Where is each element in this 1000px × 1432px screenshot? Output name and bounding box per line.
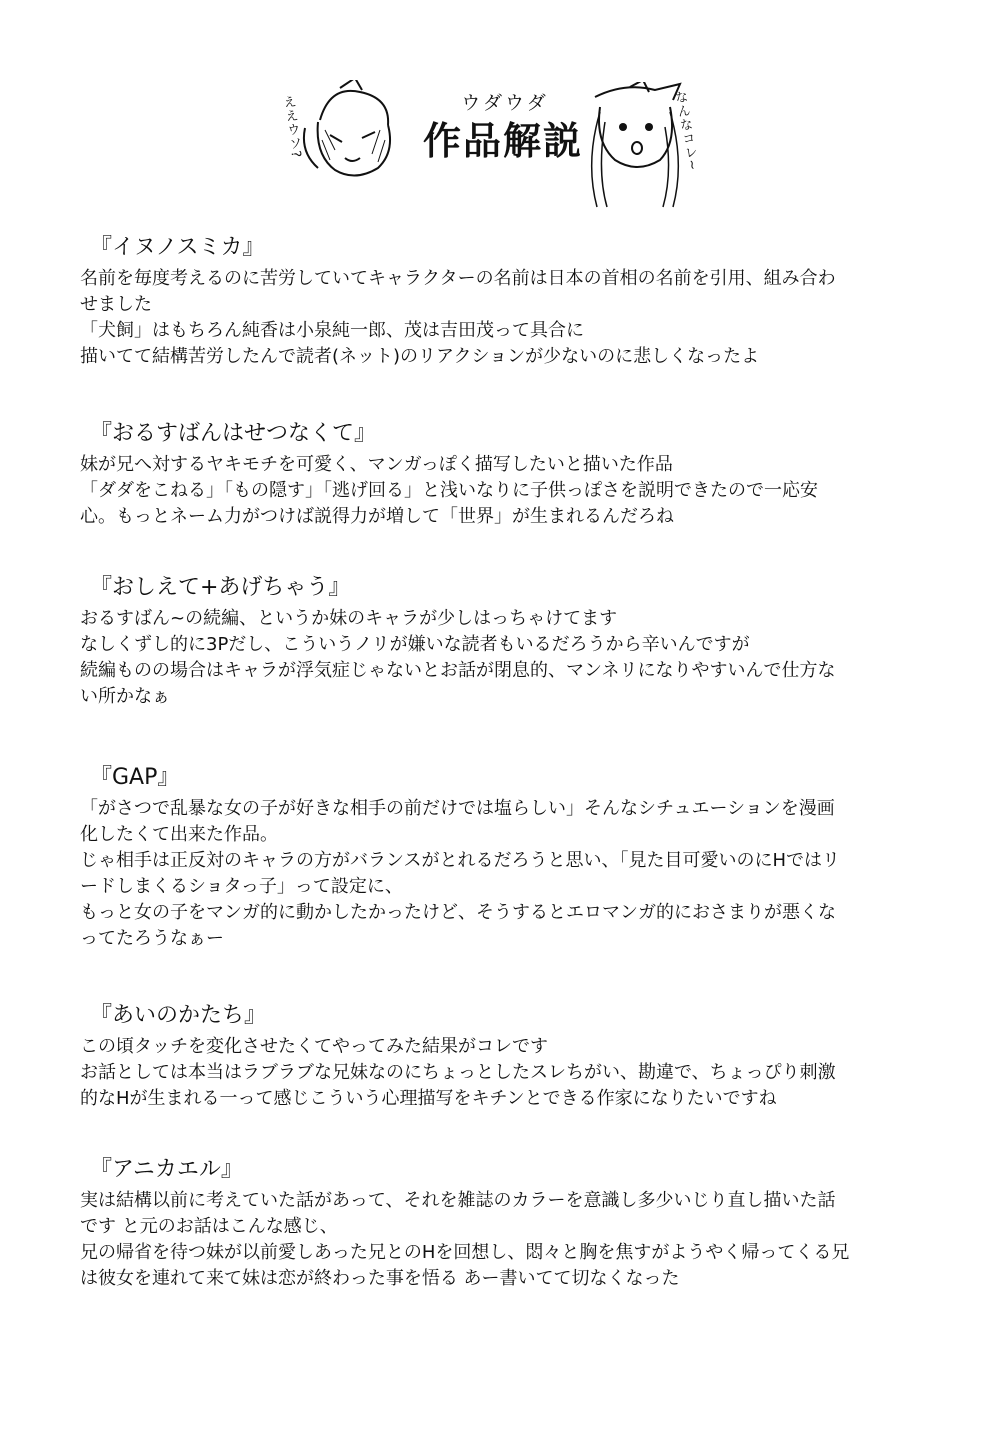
section-title: 『イヌノスミカ』 — [90, 235, 265, 260]
section-orusuban — [80, 418, 930, 530]
section-ai-no-katachi — [80, 1000, 930, 1112]
body-line: なしくずし的に3Pだし、こういうノリが嫌いな読者もいるだろうから辛いんですが — [80, 634, 750, 655]
body-line: 妹が兄へ対するヤキモチを可愛く、マンガっぽく描写したいと描いた作品 — [80, 454, 673, 475]
body-line: じゃ相手は正反対のキャラの方がバランスがとれるだろうと思い、「見た目可愛いのにHではリ — [80, 850, 840, 871]
body-line: 化したくて出来た作品。 — [80, 824, 278, 845]
page-title: 作品解説 — [422, 119, 583, 163]
body-line: 描いてて結構苦労したんで読者(ネット)のリアクションが少ないのに悲しくなったよ — [80, 346, 760, 367]
body-line: 兄の帰省を待つ妹が以前愛しあった兄とのHを回想し、悶々と胸を焦すがようやく帰ってくる兄 — [80, 1242, 850, 1263]
section-title: 『アニカエル』 — [90, 1157, 243, 1182]
body-line: い所かなぁ — [80, 686, 170, 707]
section-body — [80, 796, 930, 952]
section-title: 『GAP』 — [90, 765, 180, 790]
title-ruby: ウダウダ — [461, 92, 549, 114]
body-line: 的なHが生まれる一って感じこういう心理描写をキチンとできる作家になりたいですね — [80, 1088, 777, 1109]
body-line: 「がさつで乱暴な女の子が好きな相手の前だけでは塩らしい」そんなシチュエーションを漫画 — [80, 798, 835, 819]
page-header — [0, 60, 1000, 210]
body-line: せました — [80, 294, 152, 315]
section-body — [80, 452, 930, 530]
section-body — [80, 1034, 930, 1112]
body-line: 実は結構以前に考えていた話があって、それを雑誌のカラーを意識し多少いじり直し描いた話 — [80, 1190, 836, 1211]
body-line: 「ダダをこねる」「もの隠す」「逃げ回る」と浅いなりに子供っぽさを説明できたので一応安 — [80, 480, 818, 501]
section-body — [80, 606, 930, 710]
body-line: 「犬飼」はもちろん純香は小泉純一郎、茂は吉田茂って具合に — [80, 320, 584, 341]
section-title: 『おしえて+あげちゃう』 — [90, 575, 351, 600]
section-anikaeru — [80, 1154, 930, 1292]
side-note-right: なんなコレ~ — [671, 89, 700, 173]
section-title: 『あいのかたち』 — [90, 1003, 267, 1028]
body-line: 続編ものの場合はキャラが浮気症じゃないとお話が閉息的、マンネリになりやすいんで仕方な — [80, 660, 836, 681]
section-gap — [80, 762, 930, 952]
body-line: ってたろうなぁー — [80, 928, 224, 949]
section-title: 『おるすばんはせつなくて』 — [90, 421, 377, 446]
character-sketch-left — [300, 80, 410, 190]
body-line: です と元のお話はこんな感じ、 — [80, 1216, 338, 1237]
side-note-left: ええウソ? — [279, 94, 304, 160]
body-line: もっと女の子をマンガ的に動かしたかったけど、そうするとエロマンガ的におさまりが悪くな — [80, 902, 836, 923]
body-line: 心。もっとネーム力がつけば説得力が増して「世界」が生まれるんだろね — [80, 506, 674, 527]
section-body — [80, 266, 930, 370]
body-line: 名前を毎度考えるのに苦労していてキャラクターの名前は日本の首相の名前を引用、組み合わ — [80, 268, 836, 289]
body-line: この頃タッチを変化させたくてやってみた結果がコレです — [80, 1036, 548, 1057]
body-line: ードしまくるショタっ子」って設定に、 — [80, 876, 403, 897]
section-oshiete — [80, 572, 930, 710]
section-inu-no-sumika — [80, 232, 930, 370]
body-line: お話としては本当はラブラブな兄妹なのにちょっとしたスレちがい、勘違で、ちょっぴり刺激 — [80, 1062, 836, 1083]
body-line: は彼女を連れて来て妹は恋が終わった事を悟る あー書いてて切なくなった — [80, 1268, 680, 1289]
body-line: おるすばん~の続編、というか妹のキャラが少しはっちゃけてます — [80, 608, 618, 629]
section-body — [80, 1188, 930, 1292]
